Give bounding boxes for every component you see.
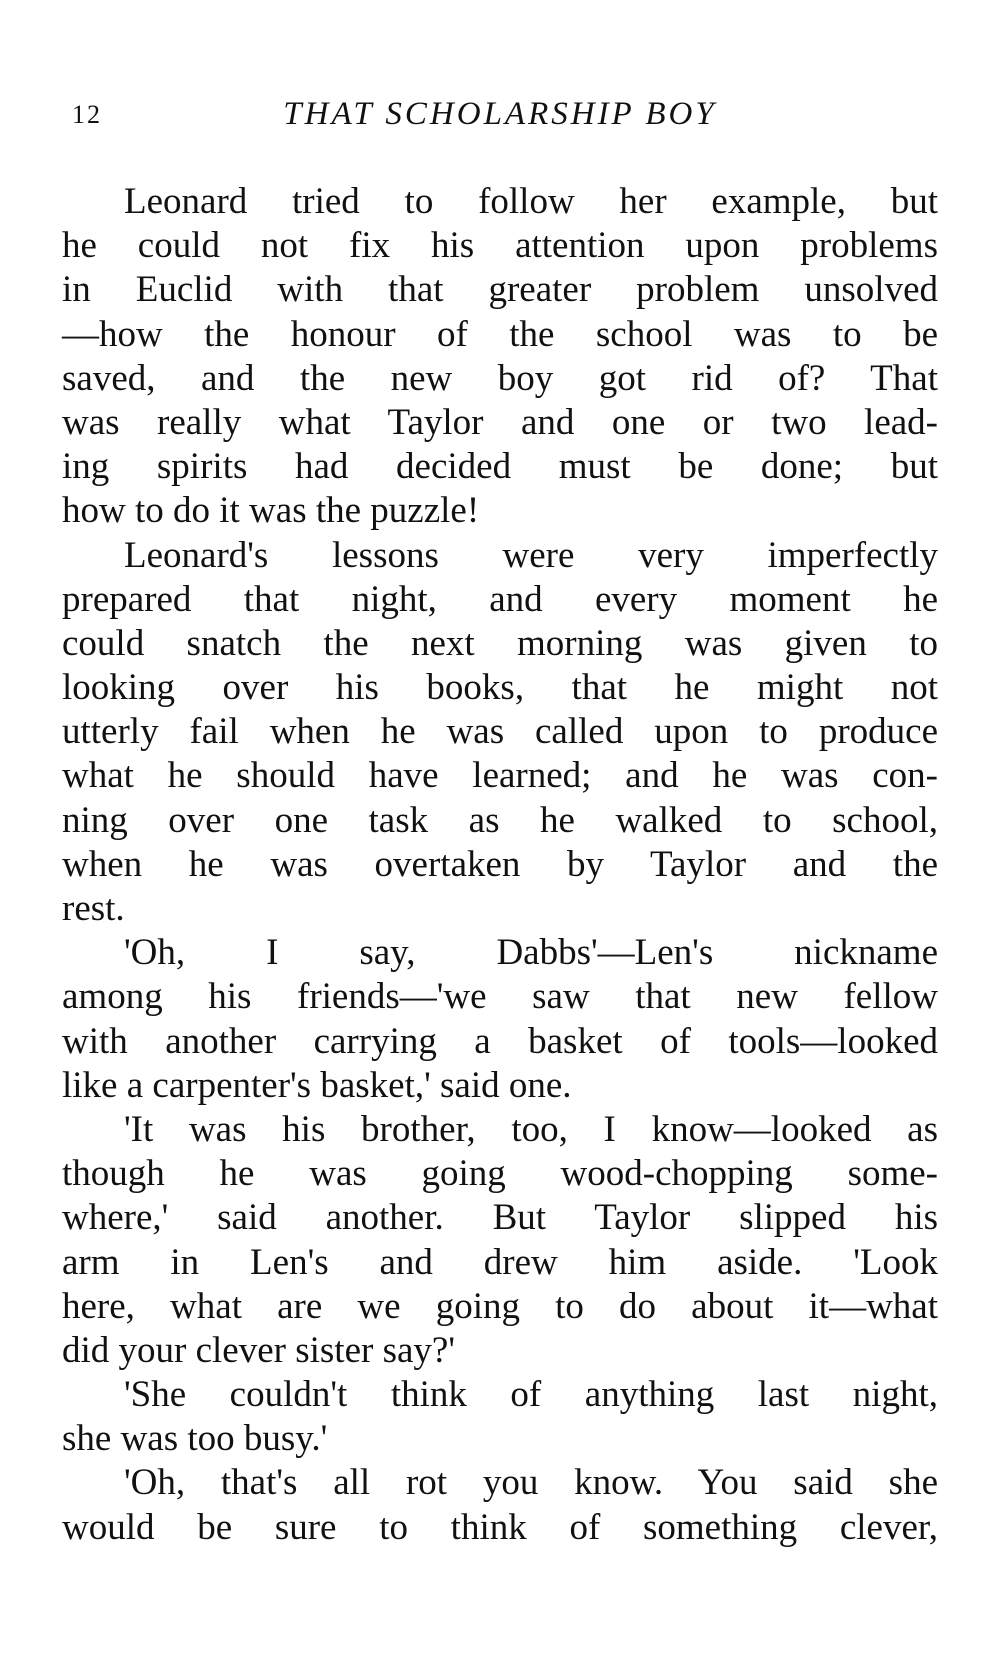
text-line: could snatch the next morning was given to <box>62 622 938 664</box>
text-line: arm in Len's and drew him aside. 'Look <box>62 1241 938 1283</box>
text-line: was really what Taylor and one or two lead- <box>62 401 938 443</box>
running-head <box>62 96 938 136</box>
text-line: like a carpenter's basket,' said one. <box>62 1064 572 1106</box>
text-line: what he should have learned; and he was con- <box>62 755 938 797</box>
text-line: she was too busy.' <box>62 1418 328 1460</box>
text-line: did your clever sister say?' <box>62 1329 455 1371</box>
text-line: where,' said another. But Taylor slipped his <box>62 1197 938 1239</box>
text-line: 'She couldn't think of anything last night, <box>124 1374 938 1416</box>
text-line: 'Oh, I say, Dabbs'—Len's nickname <box>124 932 938 974</box>
text-line: 'It was his brother, too, I know—looked as <box>124 1108 938 1150</box>
text-line: would be sure to think of something clever, <box>62 1506 938 1548</box>
text-line: ning over one task as he walked to school, <box>62 799 938 841</box>
text-line: when he was overtaken by Taylor and the <box>62 843 938 885</box>
page-number: 12 <box>72 100 102 129</box>
text-line: utterly fail when he was called upon to produce <box>62 711 938 753</box>
text-line: how to do it was the puzzle! <box>62 490 480 532</box>
text-line: looking over his books, that he might not <box>62 667 938 709</box>
text-line: with another carrying a basket of tools—looked <box>62 1020 938 1062</box>
text-line: Leonard's lessons were very imperfectly <box>124 534 938 576</box>
text-line: saved, and the new boy got rid of? That <box>62 357 938 399</box>
text-line: among his friends—'we saw that new fellow <box>62 976 938 1018</box>
text-line: prepared that night, and every moment he <box>62 578 938 620</box>
text-line: ing spirits had decided must be done; but <box>62 446 938 488</box>
text-line: —how the honour of the school was to be <box>62 313 938 355</box>
text-line: in Euclid with that greater problem unsolved <box>62 269 938 311</box>
text-line: though he was going wood-chopping some- <box>62 1153 938 1195</box>
text-line: 'Oh, that's all rot you know. You said she <box>124 1462 938 1504</box>
body-text <box>62 180 938 1550</box>
text-line: Leonard tried to follow her example, but <box>124 181 938 222</box>
running-title: THAT SCHOLARSHIP BOY <box>283 96 717 132</box>
text-line: he could not fix his attention upon problems <box>62 225 938 267</box>
text-line: here, what are we going to do about it—what <box>62 1285 938 1327</box>
text-line: rest. <box>62 888 125 929</box>
